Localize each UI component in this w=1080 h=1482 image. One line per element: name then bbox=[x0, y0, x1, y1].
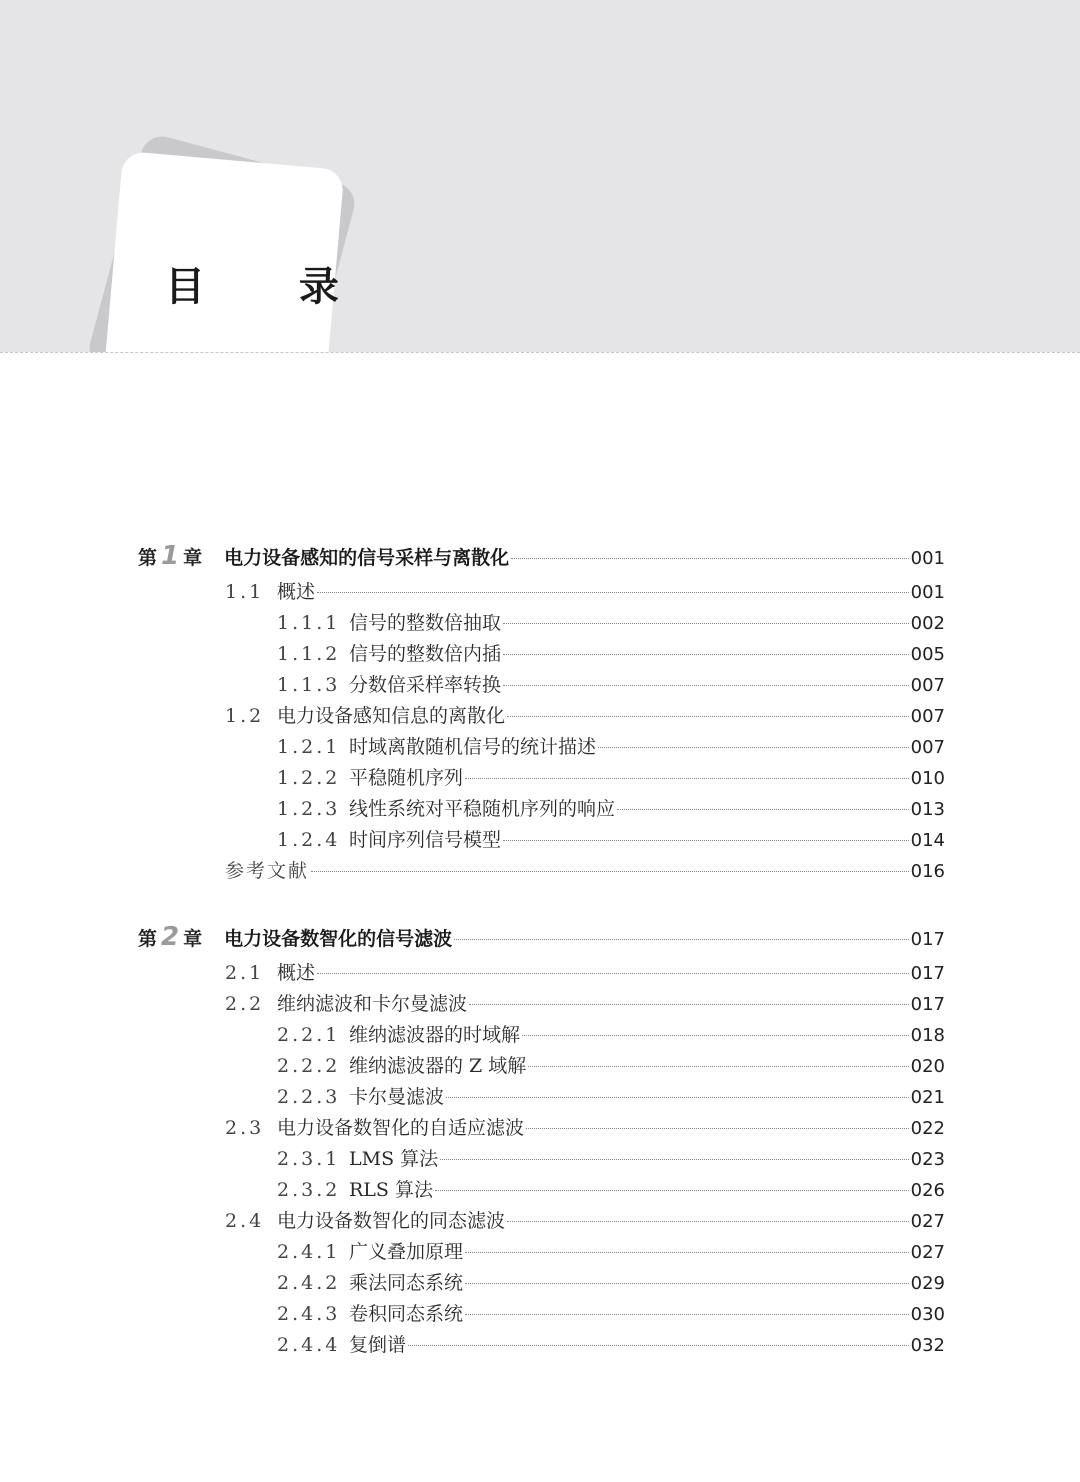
chapter-number: 1 bbox=[161, 541, 180, 571]
toc-entry-number: 2.4.3 bbox=[277, 1303, 341, 1325]
toc-entry-number: 2.1 bbox=[225, 962, 265, 984]
toc-subsection-row[interactable] bbox=[277, 608, 945, 634]
toc-page-number: 021 bbox=[910, 1087, 945, 1108]
dot-leader bbox=[503, 623, 909, 624]
chapter-suffix: 章 bbox=[183, 547, 203, 569]
dot-leader bbox=[526, 1128, 909, 1129]
dot-leader bbox=[503, 654, 909, 655]
toc-entry-title: LMS 算法 bbox=[349, 1148, 439, 1170]
toc-page-number: 013 bbox=[910, 799, 945, 820]
toc-subsection-row[interactable] bbox=[277, 825, 945, 851]
toc-entry-number: 1.1.2 bbox=[277, 643, 341, 665]
toc-page-number: 030 bbox=[910, 1304, 945, 1325]
dot-leader bbox=[465, 778, 909, 779]
dot-leader bbox=[522, 1035, 909, 1036]
toc-entry-title: 电力设备数智化的同态滤波 bbox=[277, 1210, 506, 1232]
header-divider bbox=[0, 352, 1080, 353]
toc-page-number: 010 bbox=[910, 768, 945, 789]
toc-entry-title: 电力设备感知的信号采样与离散化 bbox=[224, 547, 510, 569]
toc-page-number: 023 bbox=[910, 1149, 945, 1170]
dot-leader bbox=[440, 1159, 909, 1160]
toc-subsection-row[interactable] bbox=[277, 1175, 945, 1201]
toc-page-number: 005 bbox=[910, 644, 945, 665]
toc-entry-number: 1.1 bbox=[225, 581, 265, 603]
toc-subsection-row[interactable] bbox=[277, 1330, 945, 1356]
dot-leader bbox=[317, 973, 909, 974]
chapter-suffix: 章 bbox=[183, 928, 203, 950]
toc-entry-title: 电力设备数智化的自适应滤波 bbox=[277, 1117, 525, 1139]
toc-subsection-row[interactable] bbox=[277, 732, 945, 758]
dot-leader bbox=[465, 1252, 909, 1253]
toc-subsection-row[interactable] bbox=[277, 639, 945, 665]
dot-leader bbox=[511, 558, 909, 559]
toc-chapter-row[interactable] bbox=[138, 541, 945, 571]
dot-leader bbox=[454, 939, 909, 940]
toc-page-number: 007 bbox=[910, 737, 945, 758]
toc-subsection-row[interactable] bbox=[277, 794, 945, 820]
toc-page-number: 014 bbox=[910, 830, 945, 851]
toc-page-number: 022 bbox=[910, 1118, 945, 1139]
toc-page-number: 020 bbox=[910, 1056, 945, 1077]
dot-leader bbox=[469, 1004, 909, 1005]
dot-leader bbox=[446, 1097, 909, 1098]
toc-entry-number: 1.1.1 bbox=[277, 612, 341, 634]
toc-entry-number: 1.2.4 bbox=[277, 829, 341, 851]
toc-section-row[interactable] bbox=[225, 958, 945, 984]
toc-subsection-row[interactable] bbox=[277, 1020, 945, 1046]
toc-entry-number: 2.3 bbox=[225, 1117, 265, 1139]
chapter-number: 2 bbox=[161, 922, 180, 952]
toc-entry-title: 电力设备数智化的信号滤波 bbox=[224, 928, 453, 950]
toc-page-number: 016 bbox=[910, 861, 945, 882]
toc-entry-number: 2.4.2 bbox=[277, 1272, 341, 1294]
toc-entry-number: 1.2.2 bbox=[277, 767, 341, 789]
toc-page-number: 027 bbox=[910, 1242, 945, 1263]
title-card bbox=[102, 151, 345, 352]
dot-leader bbox=[503, 840, 909, 841]
toc-entry-title: 卷积同态系统 bbox=[349, 1303, 464, 1325]
chapter-prefix: 第 bbox=[138, 547, 158, 569]
toc-entry-title: 复倒谱 bbox=[349, 1334, 407, 1356]
toc-entry-number: 2.3.1 bbox=[277, 1148, 341, 1170]
toc-entry-title: 维纳滤波器的时域解 bbox=[349, 1024, 521, 1046]
dot-leader bbox=[507, 716, 909, 717]
toc-entry-number: 2.2.1 bbox=[277, 1024, 341, 1046]
toc-page-number: 026 bbox=[910, 1180, 945, 1201]
dot-leader bbox=[465, 1314, 909, 1315]
dot-leader bbox=[435, 1190, 909, 1191]
toc-page-number: 007 bbox=[910, 706, 945, 727]
toc-subsection-row[interactable] bbox=[277, 1299, 945, 1325]
toc-page-number: 017 bbox=[910, 994, 945, 1015]
toc-section-row[interactable] bbox=[225, 577, 945, 603]
toc-subsection-row[interactable] bbox=[277, 670, 945, 696]
toc-page-number: 002 bbox=[910, 613, 945, 634]
toc-entry-title: 广义叠加原理 bbox=[349, 1241, 464, 1263]
toc-page-number: 027 bbox=[910, 1211, 945, 1232]
title-tab bbox=[0, 0, 1080, 352]
toc-subsection-row[interactable] bbox=[277, 1051, 945, 1077]
toc-entry-title: 维纳滤波器的 Z 域解 bbox=[349, 1055, 527, 1077]
page-title: 目 录 bbox=[165, 264, 379, 310]
toc-entry-title: 信号的整数倍抽取 bbox=[349, 612, 502, 634]
toc-entry-title: 平稳随机序列 bbox=[349, 767, 464, 789]
toc-page-number: 001 bbox=[910, 548, 945, 569]
toc-page-number: 032 bbox=[910, 1335, 945, 1356]
toc-entry-number: 1.2.3 bbox=[277, 798, 341, 820]
toc-entry-number: 2.2.2 bbox=[277, 1055, 341, 1077]
toc-chapter-row[interactable] bbox=[138, 922, 945, 952]
toc-refs-row[interactable] bbox=[225, 856, 945, 882]
toc-page-number: 029 bbox=[910, 1273, 945, 1294]
toc-entry-title: 时间序列信号模型 bbox=[349, 829, 502, 851]
toc-entry-title: 概述 bbox=[277, 581, 316, 603]
dot-leader bbox=[408, 1345, 909, 1346]
dot-leader bbox=[311, 871, 909, 872]
toc-subsection-row[interactable] bbox=[277, 763, 945, 789]
toc-entry-number: 2.4.4 bbox=[277, 1334, 341, 1356]
toc-entry-title: 乘法同态系统 bbox=[349, 1272, 464, 1294]
toc-subsection-row[interactable] bbox=[277, 1082, 945, 1108]
toc-entry-title: 线性系统对平稳随机序列的响应 bbox=[349, 798, 616, 820]
toc-section-row[interactable] bbox=[225, 1113, 945, 1139]
dot-leader bbox=[598, 747, 909, 748]
chapter-prefix: 第 bbox=[138, 928, 158, 950]
toc-entry-number: 1.2 bbox=[225, 705, 265, 727]
toc-entry-title: 时域离散随机信号的统计描述 bbox=[349, 736, 597, 758]
toc-entry-number: 2.4.1 bbox=[277, 1241, 341, 1263]
toc-entry-title: 分数倍采样率转换 bbox=[349, 674, 502, 696]
toc-entry-title: 卡尔曼滤波 bbox=[349, 1086, 445, 1108]
toc-subsection-row[interactable] bbox=[277, 1268, 945, 1294]
toc-section-row[interactable] bbox=[225, 701, 945, 727]
dot-leader bbox=[528, 1066, 908, 1067]
dot-leader bbox=[617, 809, 909, 810]
dot-leader bbox=[465, 1283, 909, 1284]
toc-section-row[interactable] bbox=[225, 989, 945, 1015]
toc-entry-number: 2.2.3 bbox=[277, 1086, 341, 1108]
toc-entry-number: 2.4 bbox=[225, 1210, 265, 1232]
dot-leader bbox=[507, 1221, 909, 1222]
toc-subsection-row[interactable] bbox=[277, 1237, 945, 1263]
toc-entry-title: 概述 bbox=[277, 962, 316, 984]
toc-entry-number: 1.1.3 bbox=[277, 674, 341, 696]
toc-page-number: 017 bbox=[910, 929, 945, 950]
toc-entry-title: 信号的整数倍内插 bbox=[349, 643, 502, 665]
toc-entry-number: 2.2 bbox=[225, 993, 265, 1015]
toc-entry-number: 1.2.1 bbox=[277, 736, 341, 758]
toc-entry-title: 电力设备感知信息的离散化 bbox=[277, 705, 506, 727]
toc-entry-title: RLS 算法 bbox=[349, 1179, 433, 1201]
toc-page-number: 018 bbox=[910, 1025, 945, 1046]
toc-page-number: 017 bbox=[910, 963, 945, 984]
dot-leader bbox=[317, 592, 909, 593]
toc-page-number: 007 bbox=[910, 675, 945, 696]
toc-page-number: 001 bbox=[910, 582, 945, 603]
toc-section-row[interactable] bbox=[225, 1206, 945, 1232]
toc-subsection-row[interactable] bbox=[277, 1144, 945, 1170]
toc-entry-number: 2.3.2 bbox=[277, 1179, 341, 1201]
toc-entry-title: 参考文献 bbox=[225, 860, 310, 882]
dot-leader bbox=[503, 685, 909, 686]
toc-entry-title: 维纳滤波和卡尔曼滤波 bbox=[277, 993, 468, 1015]
